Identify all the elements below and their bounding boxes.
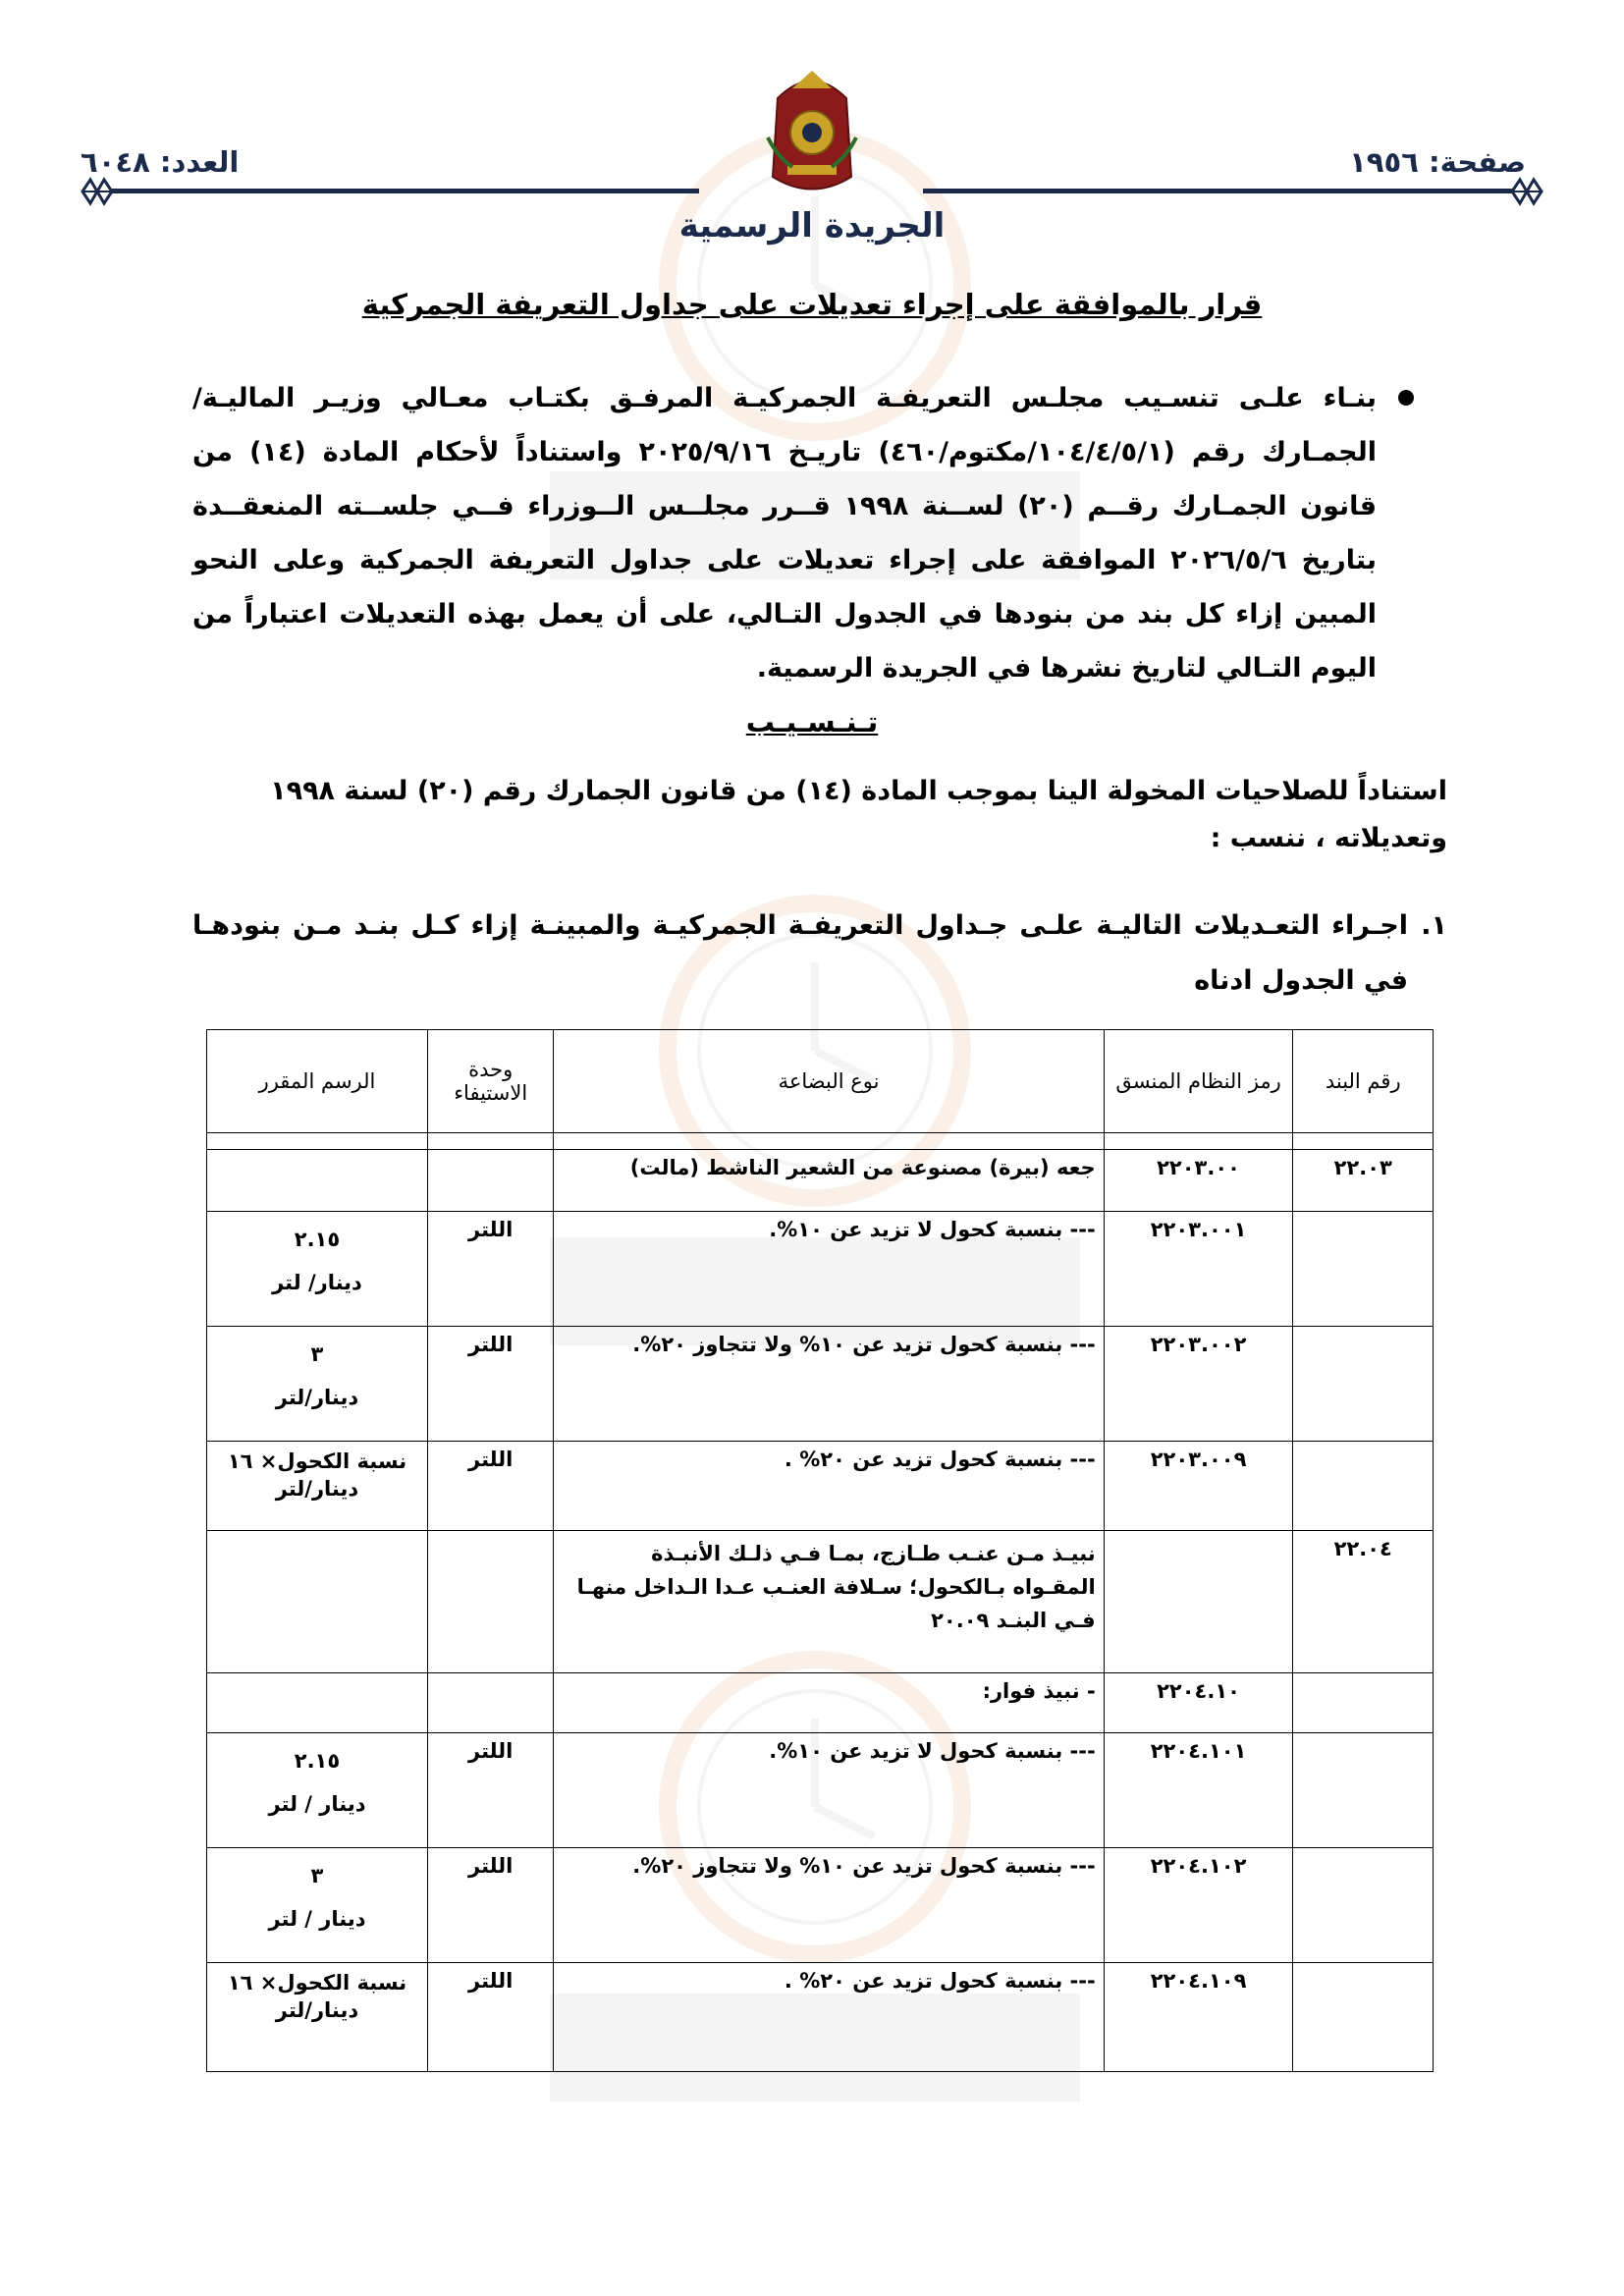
cell-hs-code — [1104, 1531, 1293, 1673]
cell-duty — [207, 1327, 428, 1442]
cell-duty — [207, 1963, 428, 2072]
cell-unit — [427, 1150, 554, 1212]
cell-duty — [207, 1442, 428, 1531]
cell-item-number: ٢٢.٠٤ — [1293, 1531, 1434, 1673]
cell-unit: اللتر — [427, 1733, 554, 1848]
cell-description: --- بنسبة كحول لا تزيد عن ١٠%. — [554, 1733, 1104, 1848]
cell-hs-code: ٢٢٠٣.٠٠ — [1104, 1150, 1293, 1212]
cell-unit: اللتر — [427, 1442, 554, 1531]
cell-hs-code: ٢٢٠٤.١٠ — [1104, 1673, 1293, 1733]
page-number: صفحة: ١٩٥٦ — [1349, 145, 1526, 179]
jordan-crest-icon — [758, 69, 866, 206]
header-goods-type: نوع البضاعة — [554, 1030, 1104, 1133]
cell-unit — [427, 1673, 554, 1733]
cell-unit — [427, 1531, 554, 1673]
cell-duty-unit: دينار/لتر — [275, 1386, 359, 1409]
cell-duty — [207, 1673, 428, 1733]
cell-unit: اللتر — [427, 1848, 554, 1963]
header-duty: الرسم المقرر — [207, 1030, 428, 1133]
table-row — [207, 1531, 1434, 1673]
cell-duty-unit: دينار / لتر — [268, 1792, 366, 1816]
table-row — [207, 1733, 1434, 1848]
cell-description: --- بنسبة كحول تزيد عن ٢٠% . — [554, 1963, 1104, 2072]
cell-duty-unit: دينار/لتر — [275, 1998, 359, 2022]
table-row — [207, 1150, 1434, 1212]
header-hs-code: رمز النظام المنسق — [1104, 1030, 1293, 1133]
header-collection-unit: وحدة الاستيفاء — [427, 1030, 554, 1133]
cell-description: --- بنسبة كحول تزيد عن ١٠% ولا تتجاوز ٢٠%. — [554, 1327, 1104, 1442]
header-rule-left — [110, 189, 699, 193]
cell-item-number — [1293, 1212, 1434, 1327]
cell-duty — [207, 1531, 428, 1673]
gazette-header — [0, 0, 1624, 255]
issue-number: العدد: ٦٠٤٨ — [81, 145, 240, 179]
cell-duty — [207, 1848, 428, 1963]
cell-unit: اللتر — [427, 1963, 554, 2072]
item-1 — [192, 899, 1447, 1009]
table-row — [207, 1442, 1434, 1531]
cell-description: جعه (بيرة) مصنوعة من الشعير الناشط (مالت) — [554, 1150, 1104, 1212]
table-row — [207, 1673, 1434, 1733]
bullet-icon — [1398, 390, 1414, 406]
cell-duty — [207, 1212, 428, 1327]
cell-unit: اللتر — [427, 1212, 554, 1327]
header-rule-right — [923, 189, 1512, 193]
cell-description: - نبيذ فوار: — [554, 1673, 1104, 1733]
gazette-title: الجريدة الرسمية — [678, 206, 946, 246]
table-header-row — [207, 1030, 1434, 1133]
table-row — [207, 1212, 1434, 1327]
cell-hs-code: ٢٢٠٣.٠٠٢ — [1104, 1327, 1293, 1442]
cell-hs-code: ٢٢٠٤.١٠٩ — [1104, 1963, 1293, 2072]
cell-duty-unit: دينار/ لتر — [272, 1271, 362, 1294]
cell-duty — [207, 1733, 428, 1848]
cell-duty-value: ٢.١٥ — [294, 1749, 341, 1773]
cell-duty — [207, 1150, 428, 1212]
cell-hs-code: ٢٢٠٤.١٠١ — [1104, 1733, 1293, 1848]
cell-description: --- بنسبة كحول تزيد عن ٢٠% . — [554, 1442, 1104, 1531]
cell-item-number — [1293, 1673, 1434, 1733]
cell-item-number — [1293, 1963, 1434, 2072]
table-row — [207, 1327, 1434, 1442]
table-row — [207, 1848, 1434, 1963]
cell-item-number — [1293, 1848, 1434, 1963]
table-row — [207, 1963, 1434, 2072]
cell-item-number — [1293, 1442, 1434, 1531]
cell-description: نبيـذ مـن عنـب طـازج، بمـا فـي ذلـك الأنبـذة المقـواه بـالكحول؛ سـلافة العنـب عـدا الـداخل منهـا فـي البنـد ٢٠.٠٩ — [554, 1531, 1104, 1673]
cell-hs-code: ٢٢٠٣.٠٠١ — [1104, 1212, 1293, 1327]
cell-item-number — [1293, 1733, 1434, 1848]
cell-duty-unit: دينار / لتر — [268, 1907, 366, 1931]
cell-duty-value: ٢.١٥ — [294, 1228, 341, 1251]
ornament-right-icon — [1510, 177, 1543, 206]
item-1-text: اجـراء التعـديلات التاليـة علـى جـداول التعريفـة الجمركيـة والمبينـة إزاء كـل بنـد مـن بنودهـا في الجدول ادناه — [192, 910, 1408, 996]
header-item-number: رقم البند — [1293, 1030, 1434, 1133]
cell-description: --- بنسبة كحول تزيد عن ١٠% ولا تتجاوز ٢٠%. — [554, 1848, 1104, 1963]
item-1-number: ١. — [1421, 910, 1447, 941]
intro-paragraph — [192, 371, 1414, 695]
cell-duty-unit: دينار/لتر — [275, 1477, 359, 1501]
decision-title: قرار بالموافقة على إجراء تعديلات على جداول التعريفة الجمركية — [361, 288, 1263, 321]
intro-paragraph-text: بنـاء علـى تنسـيب مجلـس التعريفـة الجمركيـة المرفـق بكتـاب معـالي وزيـر الماليـة/ الجمـارك رقم (١٠٤/٤/٥/١/مكتوم/٤٦٠) تاريـخ ٢٠٢٥/٩/١٦ واستناداً لأحكام المادة (١٤) من قانون الجمـارك رقــم (٢٠) لســنة ١٩٩٨ قــرر مجلــس الــوزراء فــي جلســته المنعقــدة بتاريخ ٢٠٢٦/٥/٦ الموافقة على إجراء تعديلات على جداول التعريفة الجمركية وعلى النحو المبين إزاء كل بند من بنودها في الجدول التـالي، على أن يعمل بهذه التعديلات اعتباراً من اليوم التـالي لتاريخ نشرها في الجريدة الرسمية. — [192, 383, 1378, 683]
authority-paragraph: استناداً للصلاحيات المخولة الينا بموجب المادة (١٤) من قانون الجمارك رقم (٢٠) لسنة ١٩٩٨ وتعديلاته ، ننسب : — [270, 776, 1447, 853]
cell-duty-value: ٣ — [310, 1342, 324, 1366]
cell-duty-value: ٣ — [310, 1864, 324, 1887]
cell-duty-value: نسبة الكحول× ١٦ — [227, 1449, 407, 1473]
cell-hs-code: ٢٢٠٤.١٠٢ — [1104, 1848, 1293, 1963]
tariff-table — [206, 1029, 1434, 2072]
cell-duty-value: نسبة الكحول× ١٦ — [227, 1971, 407, 1995]
tansib-heading: تـنـسـيـب — [745, 705, 879, 738]
cell-unit: اللتر — [427, 1327, 554, 1442]
cell-description: --- بنسبة كحول لا تزيد عن ١٠%. — [554, 1212, 1104, 1327]
cell-hs-code: ٢٢٠٣.٠٠٩ — [1104, 1442, 1293, 1531]
table-gap-row — [207, 1133, 1434, 1150]
ornament-left-icon — [81, 177, 114, 206]
cell-item-number: ٢٢.٠٣ — [1293, 1150, 1434, 1212]
cell-item-number — [1293, 1327, 1434, 1442]
